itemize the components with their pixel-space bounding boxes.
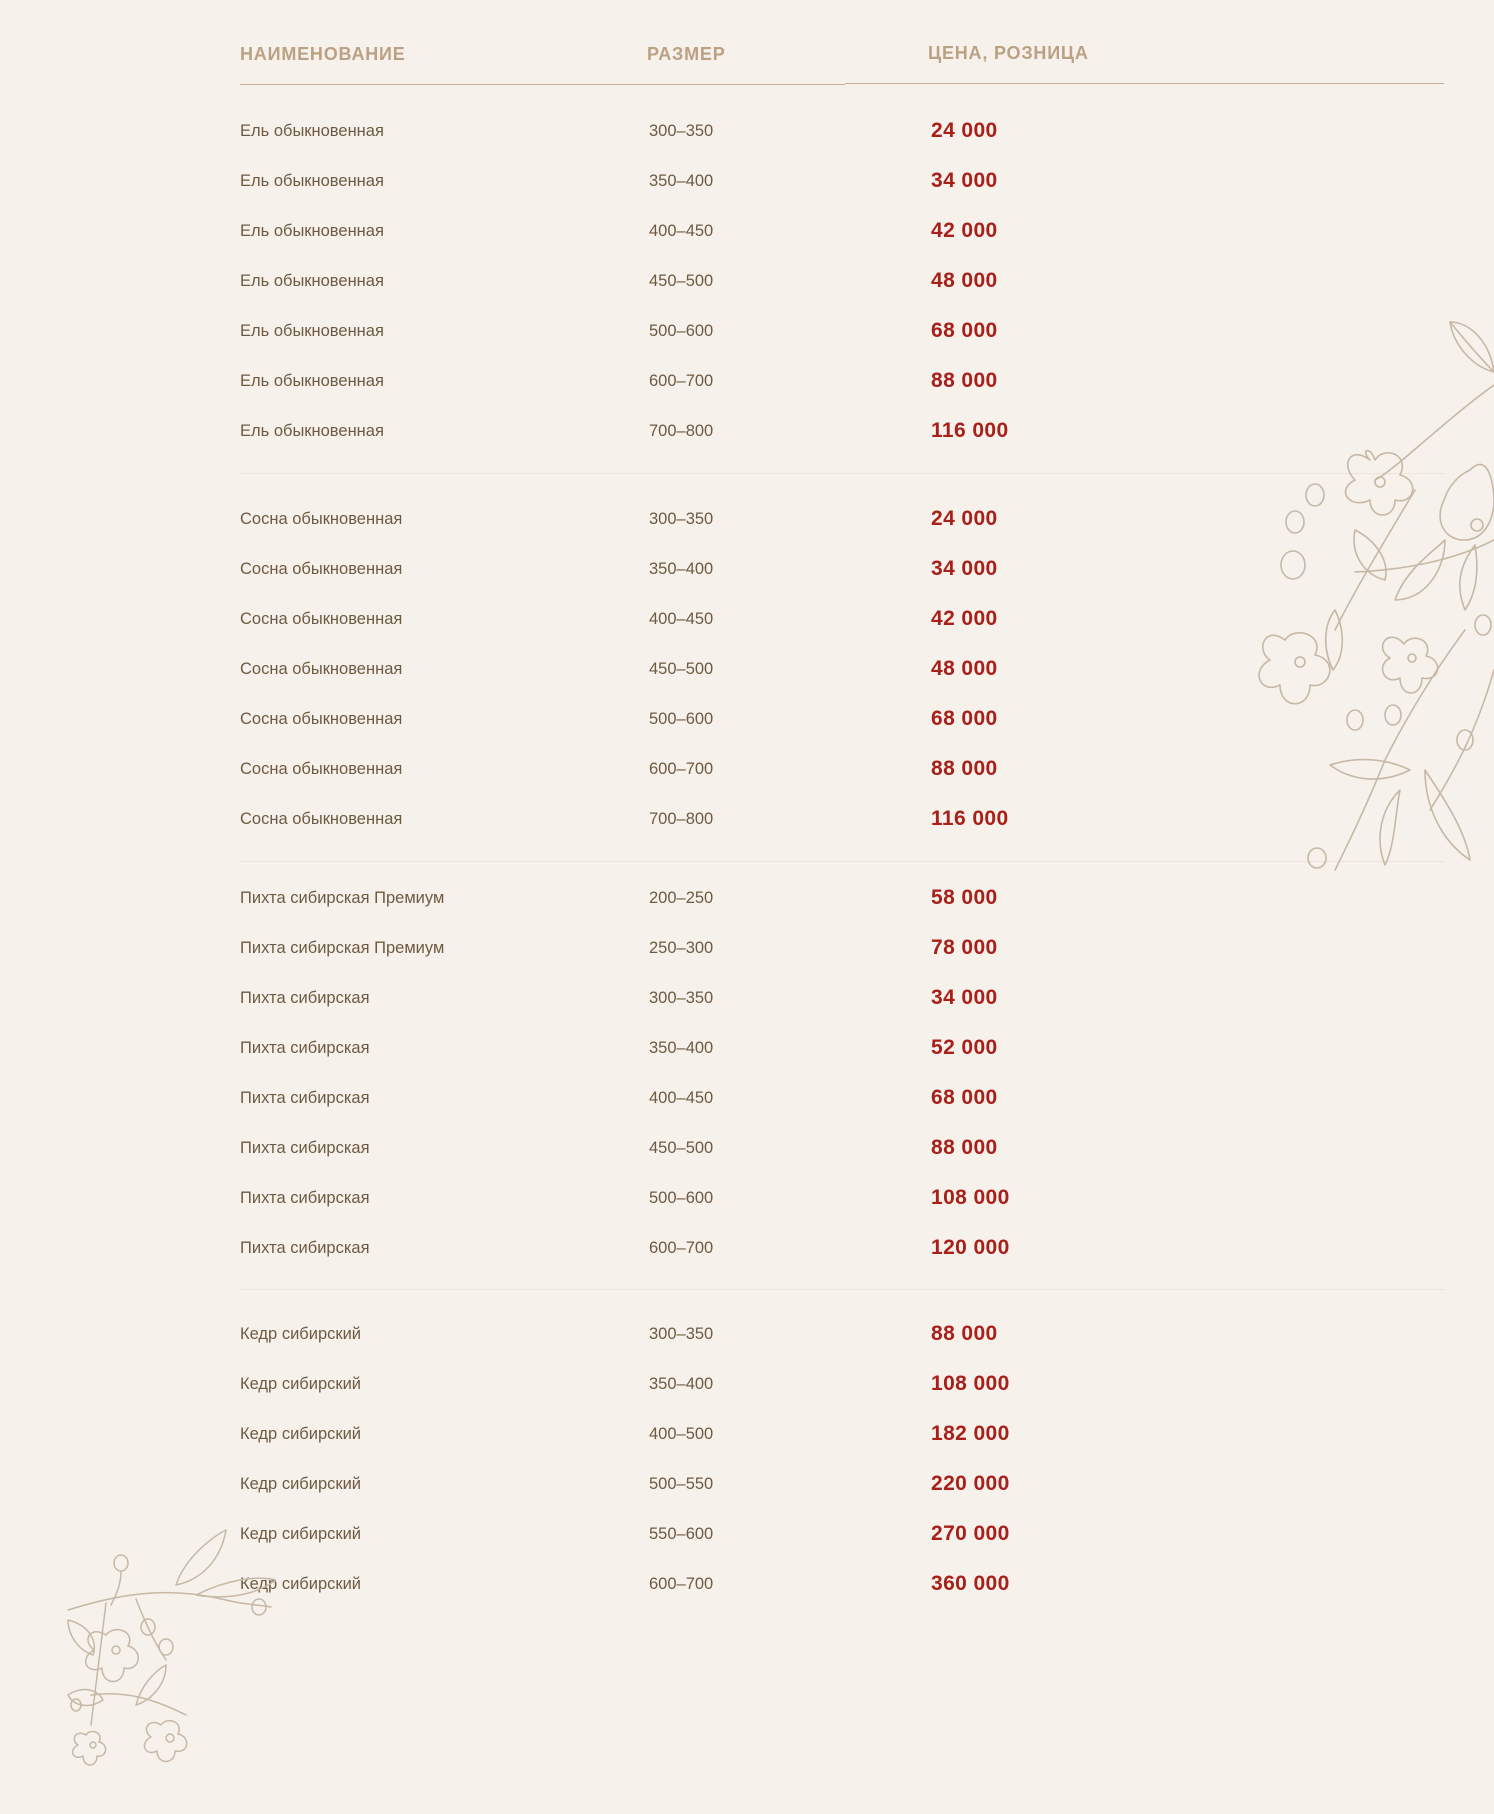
product-price: 88 000 (931, 757, 998, 780)
product-name: Сосна обыкновенная (240, 560, 403, 578)
product-size: 450–500 (649, 272, 714, 290)
product-name: Сосна обыкновенная (240, 760, 403, 778)
product-price: 24 000 (931, 119, 998, 142)
product-name: Сосна обыкновенная (240, 660, 403, 678)
table-row (240, 1037, 1444, 1087)
product-size: 500–600 (649, 710, 714, 728)
product-price: 116 000 (931, 807, 1009, 830)
product-name: Кедр сибирский (240, 1325, 362, 1343)
product-name: Пихта сибирская (240, 989, 370, 1007)
table-row (240, 1187, 1444, 1237)
product-size: 350–400 (649, 1039, 714, 1057)
product-size: 400–450 (649, 222, 714, 240)
product-price: 220 000 (931, 1472, 1010, 1495)
product-name: Ель обыкновенная (240, 222, 384, 240)
product-size: 600–700 (649, 1575, 714, 1593)
product-size: 600–700 (649, 372, 714, 390)
product-name: Ель обыкновенная (240, 372, 384, 390)
product-name: Сосна обыкновенная (240, 810, 403, 828)
table-row (240, 1373, 1444, 1423)
product-size: 500–600 (649, 322, 714, 340)
product-name: Ель обыкновенная (240, 122, 384, 140)
product-price: 34 000 (931, 169, 998, 192)
product-price: 58 000 (931, 886, 998, 909)
product-size: 350–400 (649, 1375, 714, 1393)
product-name: Кедр сибирский (240, 1575, 362, 1593)
product-name: Ель обыкновенная (240, 172, 384, 190)
product-size: 500–600 (649, 1189, 714, 1207)
price-group (240, 1323, 1444, 1623)
product-price: 68 000 (931, 707, 998, 730)
product-size: 450–500 (649, 1139, 714, 1157)
product-price: 120 000 (931, 1236, 1010, 1259)
column-header-name: НАИМЕНОВАНИЕ (240, 44, 406, 64)
product-size: 400–450 (649, 1089, 714, 1107)
table-row (240, 1423, 1444, 1473)
product-size: 600–700 (649, 1239, 714, 1257)
product-price: 34 000 (931, 557, 998, 580)
product-price: 182 000 (931, 1422, 1010, 1445)
table-row (240, 987, 1444, 1037)
product-price: 42 000 (931, 607, 998, 630)
table-row (240, 1473, 1444, 1523)
product-name: Пихта сибирская (240, 1089, 370, 1107)
table-row (240, 887, 1444, 937)
table-row (240, 1573, 1444, 1623)
product-size: 350–400 (649, 560, 714, 578)
product-name: Пихта сибирская Премиум (240, 889, 445, 907)
table-row (240, 220, 1444, 270)
product-size: 550–600 (649, 1525, 714, 1543)
product-price: 68 000 (931, 1086, 998, 1109)
header-underline-left (240, 84, 845, 85)
product-size: 600–700 (649, 760, 714, 778)
product-name: Сосна обыкновенная (240, 510, 403, 528)
product-name: Пихта сибирская Премиум (240, 939, 445, 957)
column-header-size: РАЗМЕР (647, 44, 726, 64)
table-row (240, 1087, 1444, 1137)
product-price: 52 000 (931, 1036, 998, 1059)
product-size: 350–400 (649, 172, 714, 190)
product-size: 450–500 (649, 660, 714, 678)
table-row (240, 1323, 1444, 1373)
product-price: 42 000 (931, 219, 998, 242)
product-size: 300–350 (649, 989, 714, 1007)
product-price: 116 000 (931, 419, 1009, 442)
product-name: Пихта сибирская (240, 1139, 370, 1157)
table-row (240, 170, 1444, 220)
product-price: 24 000 (931, 507, 998, 530)
product-size: 300–350 (649, 1325, 714, 1343)
table-header (240, 44, 1444, 84)
header-underline-right (845, 83, 1444, 84)
product-name: Кедр сибирский (240, 1375, 362, 1393)
product-name: Ель обыкновенная (240, 272, 384, 290)
product-size: 300–350 (649, 122, 714, 140)
product-price: 88 000 (931, 369, 998, 392)
product-name: Ель обыкновенная (240, 322, 384, 340)
product-name: Кедр сибирский (240, 1525, 362, 1543)
product-price: 360 000 (931, 1572, 1010, 1595)
table-row (240, 1137, 1444, 1187)
product-price: 88 000 (931, 1136, 998, 1159)
product-price: 108 000 (931, 1186, 1010, 1209)
product-price: 48 000 (931, 657, 998, 680)
product-name: Сосна обыкновенная (240, 710, 403, 728)
product-size: 400–500 (649, 1425, 714, 1443)
product-size: 400–450 (649, 610, 714, 628)
product-name: Пихта сибирская (240, 1239, 370, 1257)
product-price: 270 000 (931, 1522, 1010, 1545)
product-price: 48 000 (931, 269, 998, 292)
price-group (240, 887, 1444, 1287)
group-divider (240, 1289, 1444, 1290)
table-row (240, 120, 1444, 170)
product-name: Пихта сибирская (240, 1039, 370, 1057)
product-price: 34 000 (931, 986, 998, 1009)
table-row (240, 937, 1444, 987)
product-name: Пихта сибирская (240, 1189, 370, 1207)
column-header-price: ЦЕНА, РОЗНИЦА (928, 43, 1089, 63)
product-name: Кедр сибирский (240, 1425, 362, 1443)
table-row (240, 1523, 1444, 1573)
product-price: 88 000 (931, 1322, 998, 1345)
product-size: 700–800 (649, 422, 714, 440)
product-name: Кедр сибирский (240, 1475, 362, 1493)
product-price: 68 000 (931, 319, 998, 342)
product-size: 200–250 (649, 889, 714, 907)
product-price: 108 000 (931, 1372, 1010, 1395)
table-row (240, 1237, 1444, 1287)
floral-branch-bottom-left-icon (66, 1525, 276, 1775)
product-size: 250–300 (649, 939, 714, 957)
product-name: Ель обыкновенная (240, 422, 384, 440)
product-size: 300–350 (649, 510, 714, 528)
product-price: 78 000 (931, 936, 998, 959)
product-size: 700–800 (649, 810, 714, 828)
floral-branch-top-right-icon (1215, 310, 1494, 885)
product-name: Сосна обыкновенная (240, 610, 403, 628)
product-size: 500–550 (649, 1475, 714, 1493)
